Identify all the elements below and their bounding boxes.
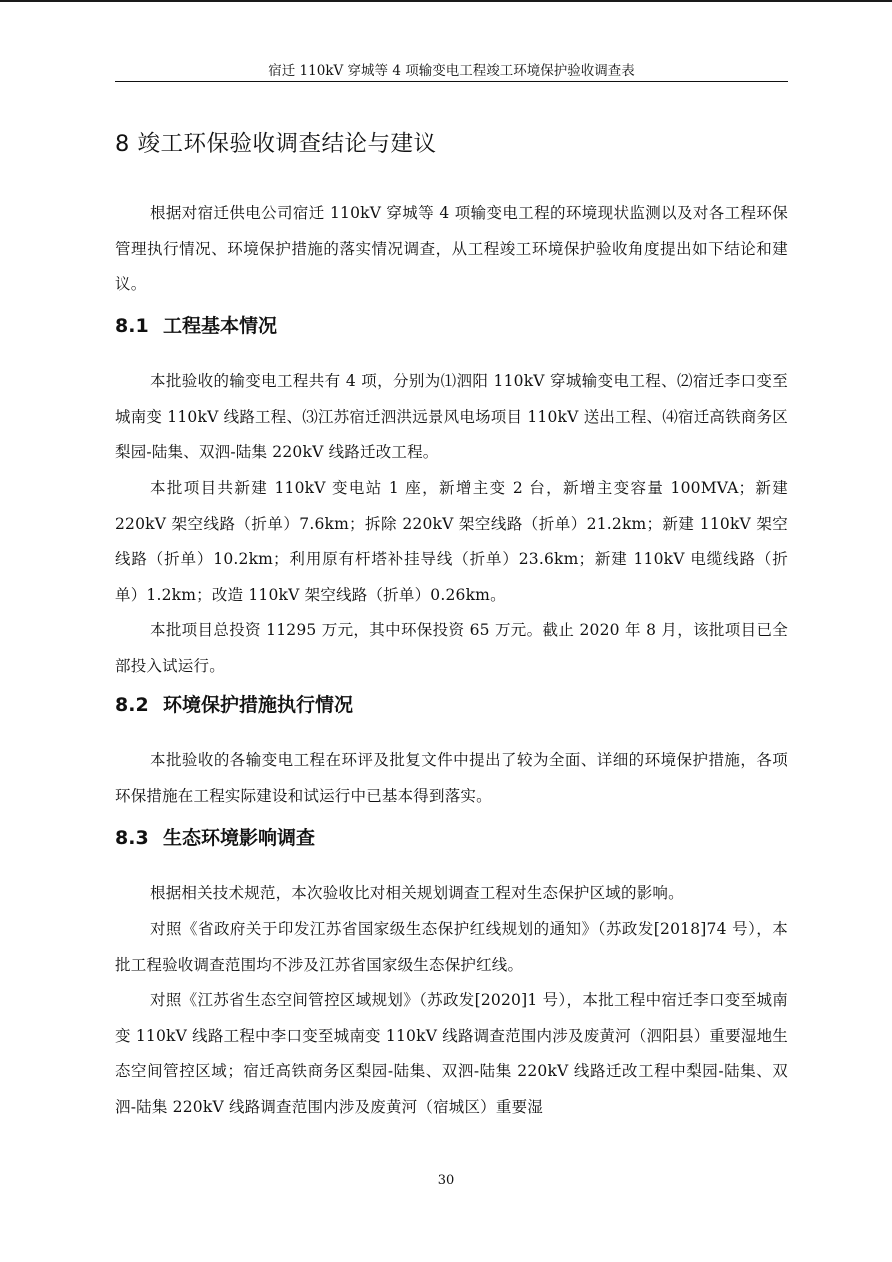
section-heading-8-2	[115, 691, 353, 719]
section-number: 8.3	[115, 827, 149, 849]
section-title: 环境保护措施执行情况	[163, 694, 354, 716]
top-border	[0, 0, 892, 2]
running-header: 宿迁 110kV 穿城等 4 项输变电工程竣工环境保护验收调查表	[268, 63, 635, 79]
page-number: 30	[437, 1173, 455, 1188]
section-8-2-paragraph-1: 本批验收的各输变电工程在环评及批复文件中提出了较为全面、详细的环境保护措施，各项环保措施在工程实际建设和试运行中已基本得到落实。	[115, 751, 788, 805]
section-8-3-paragraph-3: 对照《江苏省生态空间管控区域规划》（苏政发[2020]1 号），本批工程中宿迁李口变至城南变 110kV 线路工程中李口变至城南变 110kV 线路调查范围内涉及废黄河（泗阳县）重要湿地生态空间管控区域；宿迁高铁商务区梨园-陆集、双泗-陆集 220kV 线路迁改工程中梨园-陆集、双泗-陆集 220kV 线路调查范围内涉及废黄河（宿城区）重要湿	[115, 991, 788, 1116]
section-number: 8.2	[115, 694, 149, 716]
section-8-1-paragraph-3: 本批项目总投资 11295 万元，其中环保投资 65 万元。截止 2020 年 8 月，该批项目已全部投入试运行。	[115, 621, 788, 675]
intro-paragraph: 根据对宿迁供电公司宿迁 110kV 穿城等 4 项输变电工程的环境现状监测以及对各工程环保管理执行情况、环境保护措施的落实情况调查，从工程竣工环境保护验收角度提出如下结论和建议。	[115, 204, 788, 293]
section-8-3-paragraph-2: 对照《省政府关于印发江苏省国家级生态保护红线规划的通知》（苏政发[2018]74 号），本批工程验收调查范围均不涉及江苏省国家级生态保护红线。	[115, 920, 788, 974]
header-rule	[115, 81, 788, 82]
section-number: 8.1	[115, 315, 149, 337]
section-heading-8-3	[115, 824, 315, 852]
section-title: 工程基本情况	[163, 315, 278, 337]
section-8-1-paragraph-2: 本批项目共新建 110kV 变电站 1 座，新增主变 2 台，新增主变容量 100MVA；新建 220kV 架空线路（折单）7.6km；拆除 220kV 架空线路（折单）21.2km；新建 110kV 架空线路（折单）10.2km；利用原有杆塔补挂导线（折单）23.6km；新建 110kV 电缆线路（折单）1.2km；改造 110kV 架空线路（折单）0.26km。	[115, 479, 788, 604]
section-8-1-paragraph-1: 本批验收的输变电工程共有 4 项，分别为⑴泗阳 110kV 穿城输变电工程、⑵宿迁李口变至城南变 110kV 线路工程、⑶江苏宿迁泗洪远景风电场项目 110kV 送出工程、⑷宿迁高铁商务区梨园-陆集、双泗-陆集 220kV 线路迁改工程。	[115, 372, 788, 461]
section-title: 生态环境影响调查	[163, 827, 316, 849]
section-8-3-paragraph-1: 根据相关技术规范，本次验收比对相关规划调查工程对生态保护区域的影响。	[150, 884, 684, 902]
chapter-title: 8 竣工环保验收调查结论与建议	[115, 131, 437, 157]
section-heading-8-1	[115, 312, 277, 340]
